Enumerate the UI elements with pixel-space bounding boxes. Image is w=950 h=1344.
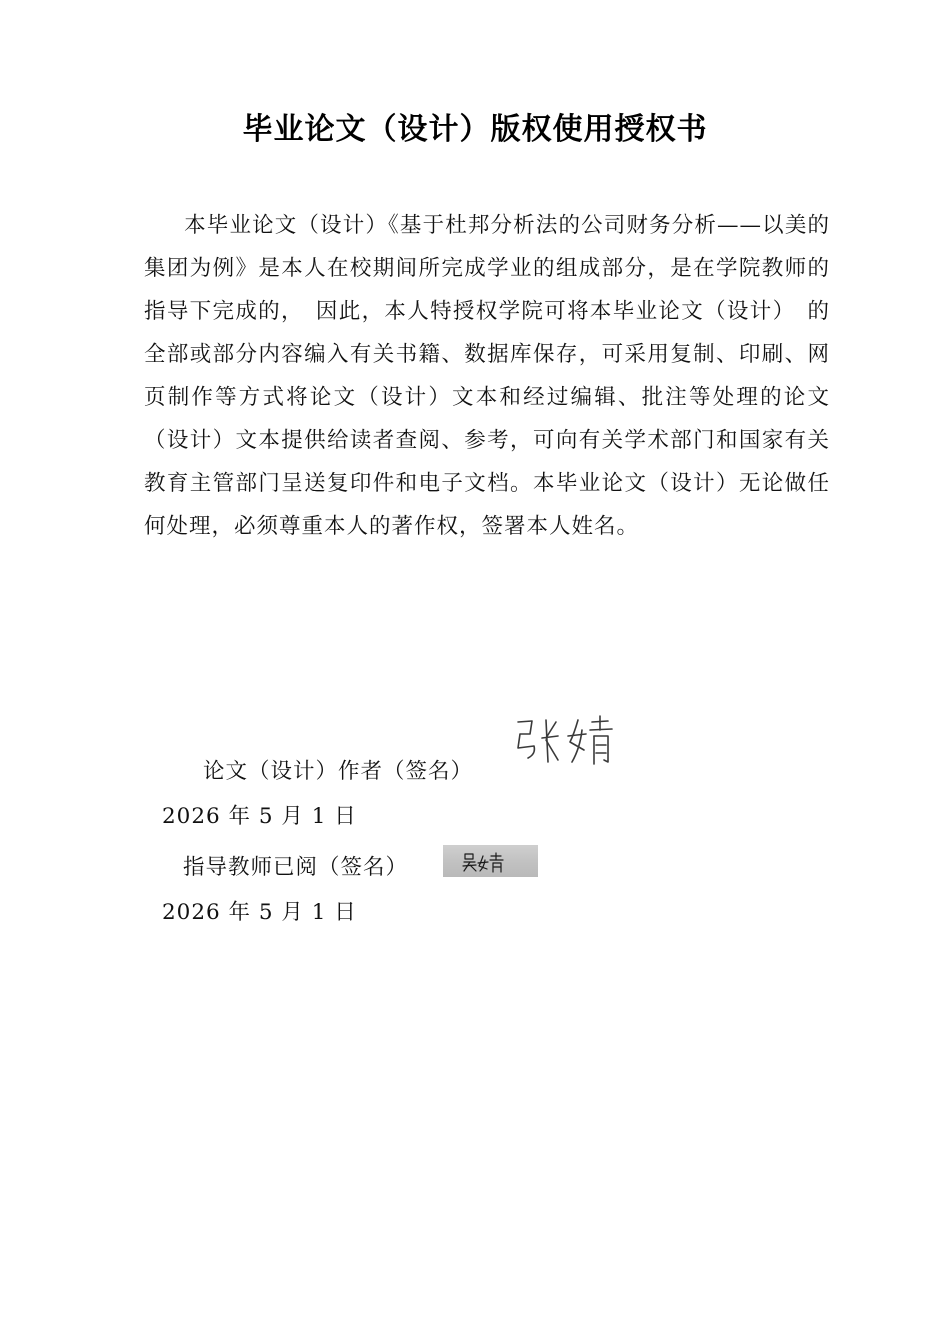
authorization-text: 本毕业论文（设计）《基于杜邦分析法的公司财务分析——以美的集团为例》是本人在校期间所完成学业的组成部分，是在学院教师的指导下完成的， 因此，本人特授权学院可将本毕业论文（设计） 的全部或部分内容编入有关书籍、数据库保存，可采用复制、印刷、网页制作等方式将论文（设计）文本和经过编辑、批注等处理的论文（设计）文本提供给读者查阅、参考，可向有关学术部门和国家有关教育主管部门呈送复印件和电子文档。本毕业论文（设计）无论做任何处理，必须尊重本人的著作权，签署本人姓名。 [144,213,830,539]
author-signature-label: 论文（设计）作者（签名） [203,759,474,784]
author-handwritten-signature [512,712,622,774]
author-signature-date: 2026 年 5 月 1 日 [162,804,357,829]
advisor-signature-date: 2026 年 5 月 1 日 [162,900,357,925]
authorization-paragraph [144,204,830,548]
advisor-signature-image [443,845,538,877]
document-title: 毕业论文（设计）版权使用授权书 [242,112,708,147]
advisor-signature-label: 指导教师已阅（签名） [183,855,409,880]
